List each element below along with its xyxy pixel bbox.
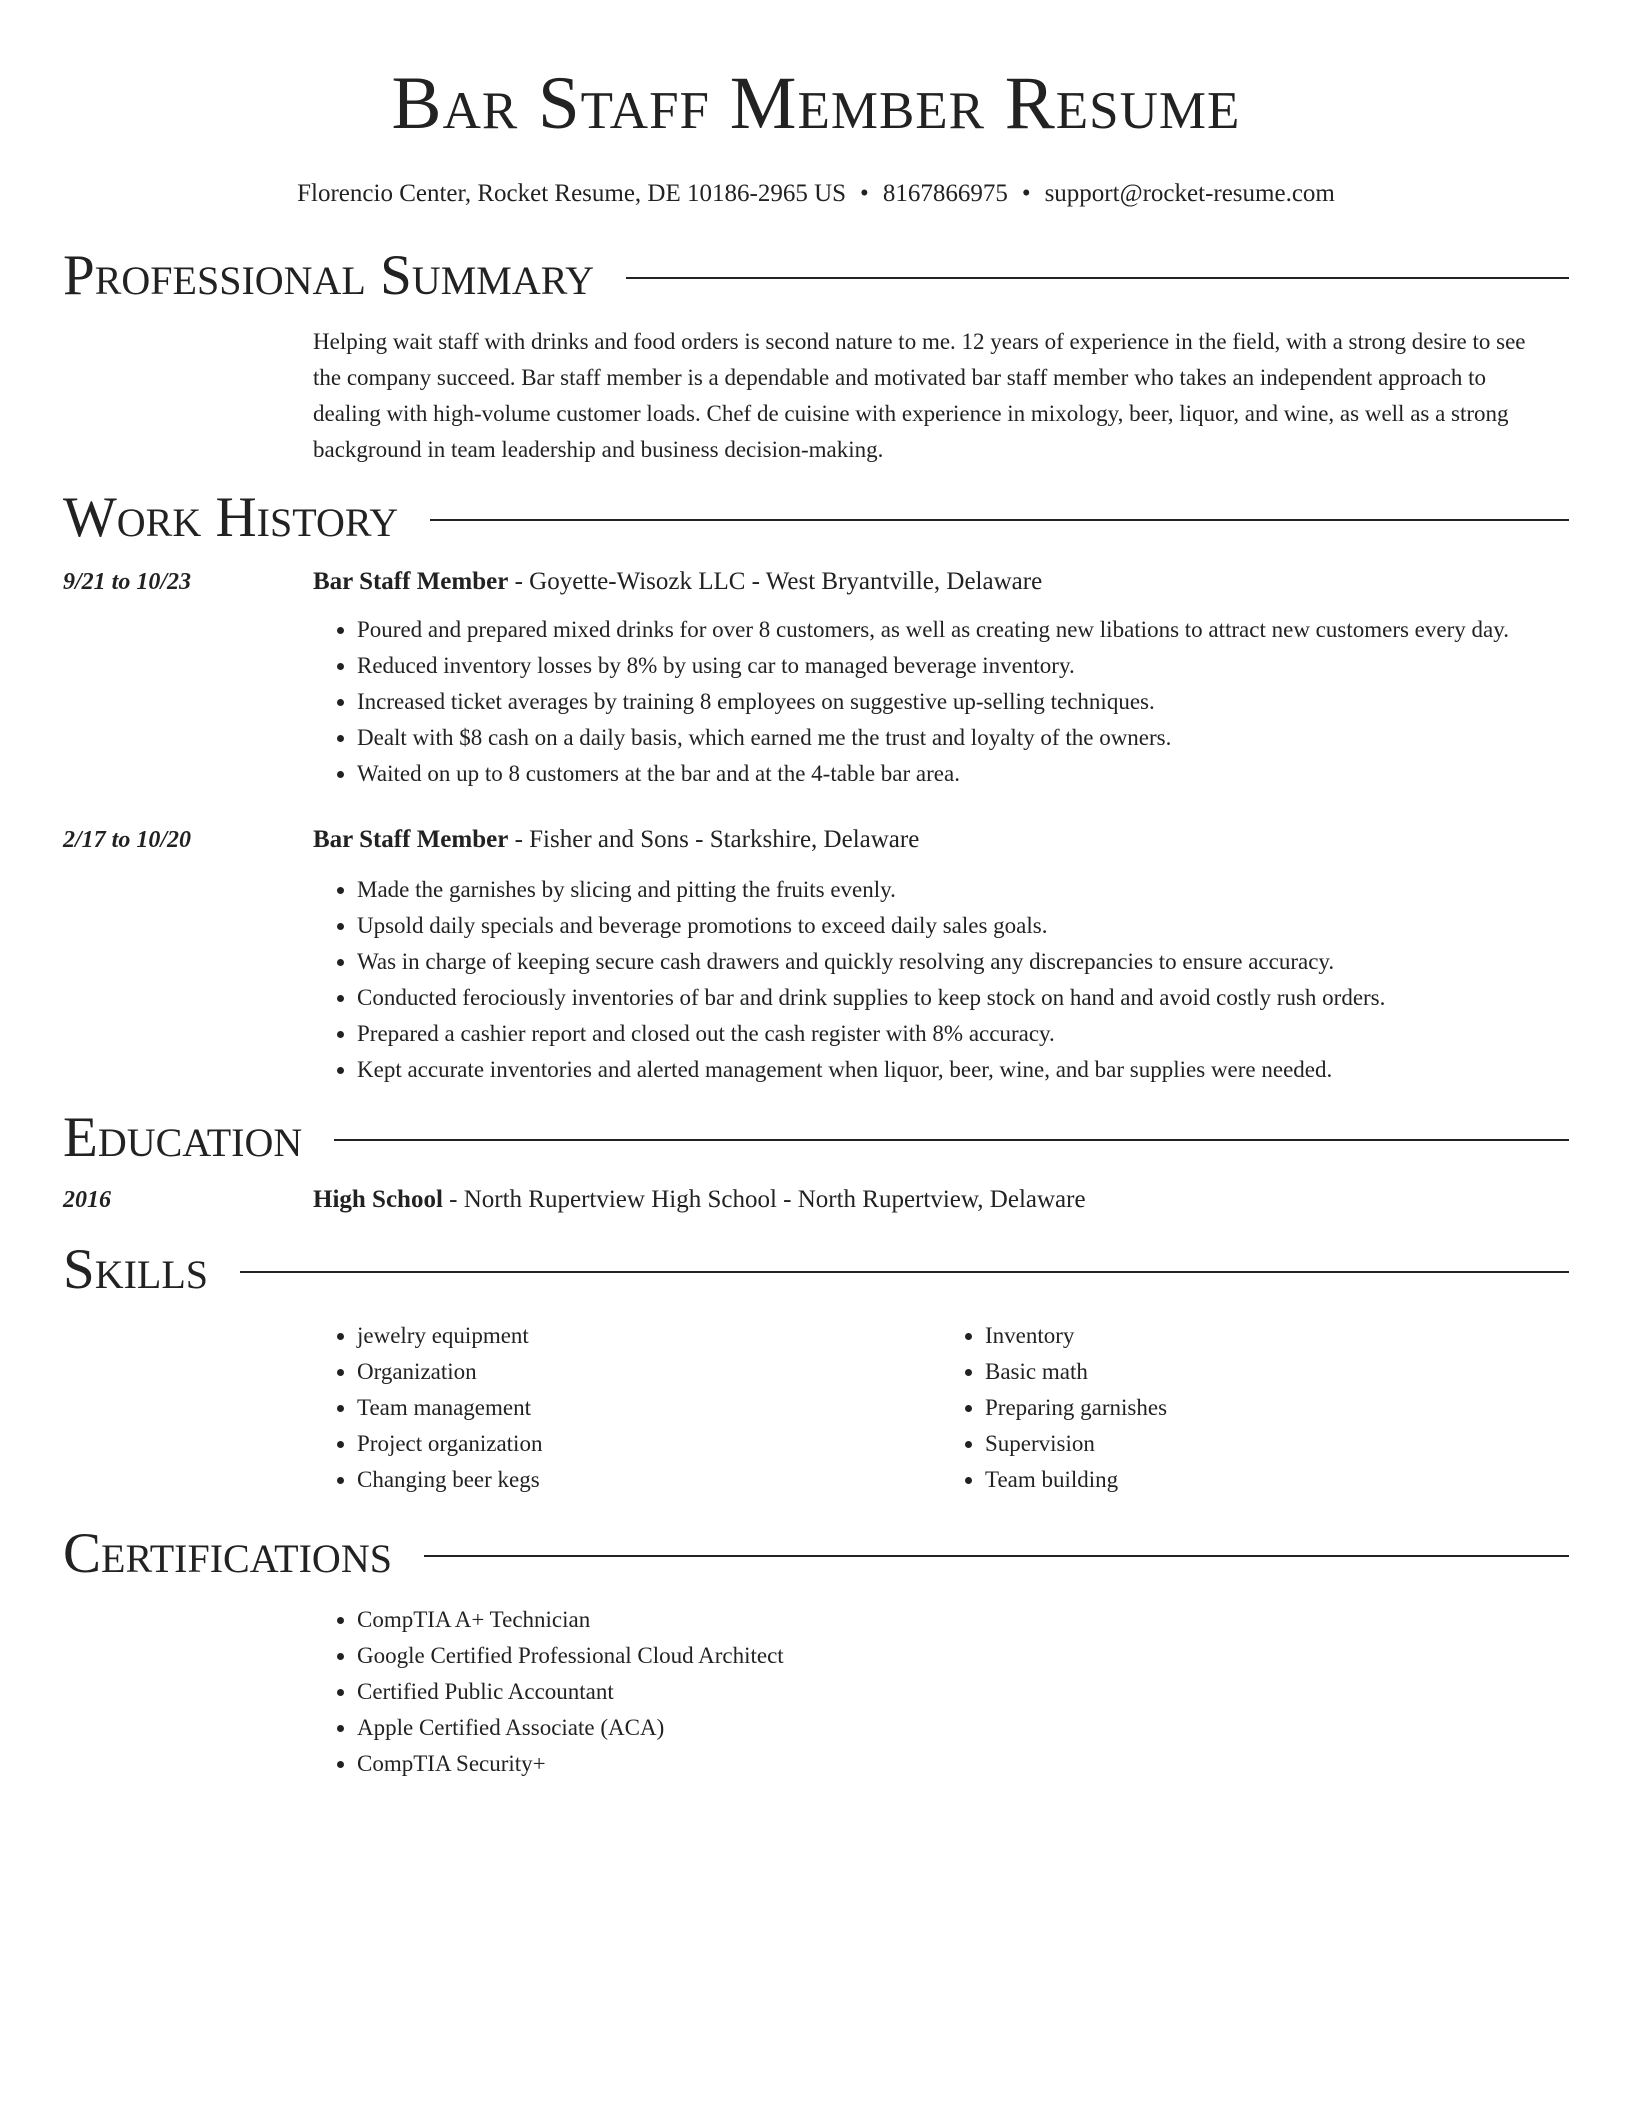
- list-item: • Poured and prepared mixed drinks for over 8 customers, as well as creating new libations to attract new customers every day.: [357, 612, 1569, 648]
- list-item: • Increased ticket averages by training 8 employees on suggestive up-selling techniques.: [357, 684, 1569, 720]
- skill-item: • Team management: [357, 1390, 941, 1426]
- list-item: • Upsold daily specials and beverage promotions to exceed daily sales goals.: [357, 908, 1569, 944]
- skill-item: • Team building: [985, 1462, 1569, 1498]
- section-title-education: Education: [63, 1106, 303, 1169]
- list-item: • Prepared a cashier report and closed out the cash register with 8% accuracy.: [357, 1016, 1569, 1052]
- education-entry: [63, 1184, 1569, 1216]
- certification-item: • Apple Certified Associate (ACA): [357, 1710, 1569, 1746]
- job-title: Bar Staff Member: [313, 568, 509, 595]
- list-item: • Made the garnishes by slicing and pitting the fruits evenly.: [357, 872, 1569, 908]
- list-item: • Dealt with $8 cash on a daily basis, which earned me the trust and loyalty of the owners.: [357, 720, 1569, 756]
- section-title-summary: Professional Summary: [63, 244, 595, 307]
- resume-title: Bar Staff Member Resume: [391, 62, 1241, 145]
- skill-item: • Basic math: [985, 1354, 1569, 1390]
- certifications-block: [313, 1602, 1569, 1782]
- skill-item: • Inventory: [985, 1318, 1569, 1354]
- skills-list-right: [941, 1318, 1569, 1498]
- section-divider: [334, 1139, 1569, 1141]
- job-heading: [313, 566, 1569, 598]
- job-entry: [63, 566, 1569, 792]
- separator-dot: •: [1021, 180, 1031, 207]
- section-header-skills: [63, 1238, 1569, 1302]
- skill-item: • Changing beer kegs: [357, 1462, 941, 1498]
- skill-item: • Supervision: [985, 1426, 1569, 1462]
- section-title-certifications: Certifications: [63, 1522, 392, 1585]
- summary-text: Helping wait staff with drinks and food orders is second nature to me. 12 years of experience in the field, with a strong desire to see the company succeed. Bar staff member is a dependable and motivated bar staff member who takes an independent approach to dealing with high-volume customer loads. Chef de cuisine with experience in mixology, beer, liquor, and wine, as well as a strong background in team leadership and business decision-making.: [313, 329, 1526, 462]
- list-item: • Reduced inventory losses by 8% by using car to managed beverage inventory.: [357, 648, 1569, 684]
- section-header-certifications: [63, 1522, 1569, 1586]
- section-divider: [626, 277, 1569, 279]
- section-header-education: [63, 1106, 1569, 1170]
- list-item: • Waited on up to 8 customers at the bar and at the 4-table bar area.: [357, 756, 1569, 792]
- skills-grid: [313, 1318, 1569, 1498]
- job-dates: 9/21 to 10/23: [63, 569, 192, 595]
- job-dates: 2/17 to 10/20: [63, 827, 192, 853]
- contact-address: Florencio Center, Rocket Resume, DE 10186-2965 US: [297, 180, 847, 207]
- section-title-skills: Skills: [63, 1238, 209, 1301]
- list-item: • Was in charge of keeping secure cash drawers and quickly resolving any discrepancies to ensure accuracy.: [357, 944, 1569, 980]
- section-header-summary: [63, 244, 1569, 308]
- education-year: 2016: [63, 1187, 111, 1213]
- certification-item: • CompTIA A+ Technician: [357, 1602, 1569, 1638]
- job-bullets: [313, 872, 1569, 1088]
- list-item: • Conducted ferociously inventories of bar and drink supplies to keep stock on hand and avoid costly rush orders.: [357, 980, 1569, 1016]
- section-title-work: Work History: [63, 486, 399, 549]
- education-heading: [313, 1184, 1569, 1216]
- job-employer: - Goyette-Wisozk LLC - West Bryantville, Delaware: [508, 568, 1043, 595]
- contact-phone: 8167866975: [882, 180, 1008, 207]
- job-title: Bar Staff Member: [313, 826, 509, 853]
- separator-dot: •: [860, 180, 869, 207]
- skill-item: • Project organization: [357, 1426, 941, 1462]
- list-item: • Kept accurate inventories and alerted management when liquor, beer, wine, and bar supplies were needed.: [357, 1052, 1569, 1088]
- skills-list-left: [313, 1318, 941, 1498]
- job-entry: [63, 824, 1569, 1088]
- section-divider: [240, 1271, 1569, 1273]
- section-divider: [430, 519, 1569, 521]
- skill-item: • Organization: [357, 1354, 941, 1390]
- contact-line: [63, 178, 1569, 210]
- skill-item: • Preparing garnishes: [985, 1390, 1569, 1426]
- education-school: - North Rupertview High School - North Rupertview, Delaware: [442, 1186, 1086, 1213]
- education-degree: High School: [313, 1186, 443, 1213]
- certification-item: • Certified Public Accountant: [357, 1674, 1569, 1710]
- job-heading: [313, 824, 1569, 856]
- certification-item: • CompTIA Security+: [357, 1746, 1569, 1782]
- job-bullets: [313, 612, 1569, 792]
- skill-item: • jewelry equipment: [357, 1318, 941, 1354]
- certification-item: • Google Certified Professional Cloud Architect: [357, 1638, 1569, 1674]
- certifications-list: [313, 1602, 1569, 1782]
- job-employer: - Fisher and Sons - Starkshire, Delaware: [508, 826, 920, 853]
- contact-email: support@rocket-resume.com: [1044, 180, 1335, 207]
- section-header-work: [63, 486, 1569, 550]
- section-divider: [424, 1555, 1569, 1557]
